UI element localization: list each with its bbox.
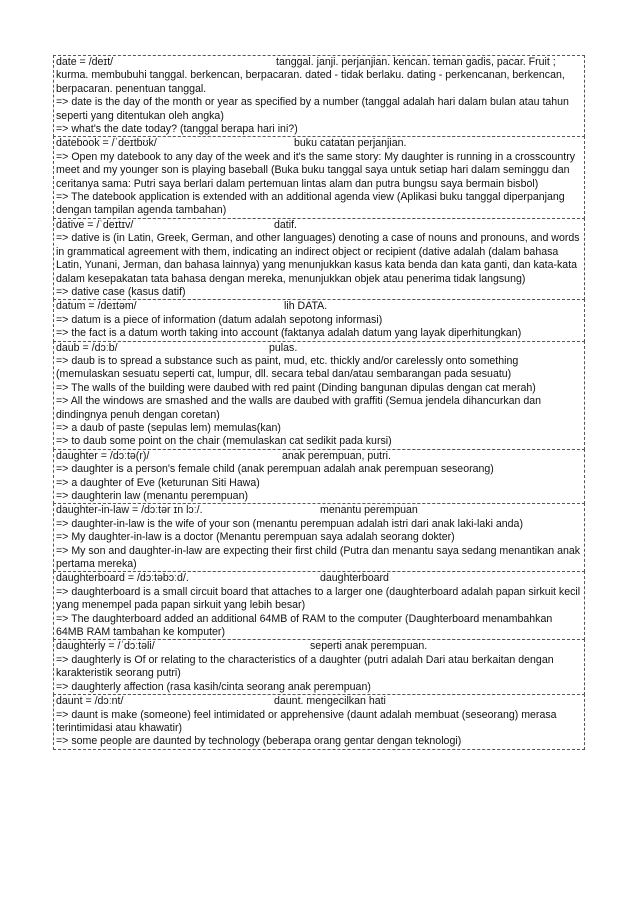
example-line: => All the windows are smashed and the walls are daubed with graffiti (Semua jendela dihancurkan dan dindingnya penuh dengan coretan)	[56, 395, 542, 421]
entry-head	[56, 137, 582, 150]
example-line: => datum is a piece of information (datum adalah sepotong informasi)	[56, 313, 383, 326]
entry-head	[56, 504, 582, 517]
translation: daughterboard	[320, 572, 389, 585]
translation: datif.	[274, 218, 297, 231]
entry-head	[56, 300, 582, 313]
translation: seperti anak perempuan.	[310, 640, 428, 653]
translation: lih DATA.	[284, 300, 328, 313]
headword: daughter-in-law = /dɔːtər ɪn lɔː/.	[56, 504, 203, 517]
translation: menantu perempuan	[320, 504, 418, 517]
headword: daughterly = /ˈdɔːtəli/	[56, 640, 155, 653]
entry-head	[56, 450, 582, 463]
example-line: => date is the day of the month or year as specified by a number (tanggal adalah hari dalam bulan atau tahun seperti yang ditentukan oleh angka)	[56, 96, 569, 122]
example-line: => daub is to spread a substance such as paint, mud, etc. thickly and/or carelessly onto something (memulaskan sesuatu seperti cat, lumpur, dll. secara tebal dan/atau sembarangan pada sesuatu)	[56, 354, 519, 381]
headword: datebook = /ˈdeɪtbʊk/	[56, 137, 157, 150]
entry-head	[56, 219, 582, 232]
entry-head	[56, 695, 582, 708]
example-line: => daughterly is Of or relating to the characteristics of a daughter (putri adalah Dari atau berkaitan dengan karakteristik seorang putri)	[56, 653, 554, 680]
entry-head	[56, 640, 582, 653]
headword: datum = /deɪtəm/	[56, 300, 137, 313]
dictionary-entry	[53, 341, 585, 450]
entry-head	[56, 572, 582, 585]
dictionary-entry	[53, 55, 585, 137]
example-line: => Open my datebook to any day of the week and it's the same story: My daughter is running in a crosscountry meet and my younger son is playing baseball (Buka buku tanggal saya untuk setiap hari dalam seminggu dan ceritanya sama: Putri saya berlari dalam pertemuan lintas alam dan putra bungsu saya bermain bisbol)	[56, 150, 576, 190]
example-line: => daunt is make (someone) feel intimidated or apprehensive (daunt adalah membuat (seseorang) merasa terintimidasi atau khawatir)	[56, 708, 557, 734]
dictionary-entry	[53, 503, 585, 572]
example-line: => daughterly affection (rasa kasih/cinta seorang anak perempuan)	[56, 680, 371, 693]
headword: daughterboard = /dɔːtəbɔːd/.	[56, 572, 189, 585]
example-line: => My son and daughter-in-law are expecting their first child (Putra dan menantu saya sedang menantikan anak pertama mereka)	[56, 544, 581, 571]
headword: daunt = /dɔːnt/	[56, 695, 124, 708]
example-line: => the fact is a datum worth taking into account (faktanya adalah datum yang layak diperhitungkan)	[56, 327, 522, 340]
example-line: => a daub of paste (sepulas lem) memulas(kan)	[56, 421, 281, 434]
headword: dative = /ˈdeɪtɪv/	[56, 218, 134, 231]
dictionary-entry	[53, 299, 585, 341]
translation: pulas.	[269, 341, 298, 354]
example-line: => daughter is a person's female child (anak perempuan adalah anak perempuan seseorang)	[56, 463, 494, 476]
translation: tanggal. janji. perjanjian. kencan. teman gadis, pacar. Fruit ; kurma. membubuhi tanggal. berkencan, berpacaran. dated - tidak berlaku. dating - perkencanan, berkencan, berpacaran. penentuan tanggal.	[56, 56, 565, 95]
example-line: => daughter-in-law is the wife of your son (menantu perempuan adalah istri dari anak laki-laki anda)	[56, 517, 523, 530]
example-line: => My daughter-in-law is a doctor (Menantu perempuan saya adalah seorang dokter)	[56, 531, 455, 544]
example-line: => daughterin law (menantu perempuan)	[56, 490, 248, 502]
dictionary-page	[53, 56, 585, 750]
example-line: => dative is (in Latin, Greek, German, and other languages) denoting a case of nouns and pronouns, and words in grammatical agreement with them, indicating an indirect object or recipient (dative adalah (dalam bahasa Latin, Yunani, Jerman, dan bahasa lainnya) yang menunjukkan kasus kata benda dan kata ganti, dan kata-kata dalam kesepakatan tata bahasa dengan mereka, menunjukkan objek atau penerima tidak langsung)	[56, 232, 580, 285]
example-line: => The datebook application is extended with an additional agenda view (Aplikasi buku tanggal diperpanjang dengan tampilan agenda tambahan)	[56, 191, 565, 217]
dictionary-entry	[53, 639, 585, 695]
example-line: => to daub some point on the chair (memulaskan cat sedikit pada kursi)	[56, 435, 392, 448]
headword: daub = /dɔːb/	[56, 341, 118, 354]
example-line: => daughterboard is a small circuit board that attaches to a larger one (daughterboard adalah papan sirkuit kecil yang menempel pada papan sirkuit yang lebih besar)	[56, 585, 581, 612]
headword: daughter = /dɔːtə(r)/	[56, 449, 150, 462]
dictionary-entry	[53, 449, 585, 505]
dictionary-entry	[53, 136, 585, 218]
dictionary-entry	[53, 218, 585, 300]
entry-head	[56, 56, 582, 96]
example-line: => The daughterboard added an additional 64MB of RAM to the computer (Daughterboard menambahkan 64MB RAM tambahan ke komputer)	[56, 612, 553, 639]
example-line: => The walls of the building were daubed with red paint (Dinding bangunan dipulas dengan cat merah)	[56, 381, 536, 394]
dictionary-entry	[53, 694, 585, 750]
example-line: => dative case (kasus datif)	[56, 285, 186, 298]
headword: date = /deɪt/	[56, 56, 114, 68]
translation: daunt. mengecilkan hati	[274, 695, 386, 708]
translation: buku catatan perjanjian.	[294, 137, 407, 150]
example-line: => what's the date today? (tanggal berapa hari ini?)	[56, 123, 298, 136]
entry-head	[56, 342, 582, 355]
translation: anak perempuan, putri.	[282, 449, 391, 462]
example-line: => some people are daunted by technology (beberapa orang gentar dengan teknologi)	[56, 735, 462, 748]
dictionary-entry	[53, 571, 585, 640]
example-line: => a daughter of Eve (keturunan Siti Hawa)	[56, 476, 260, 489]
